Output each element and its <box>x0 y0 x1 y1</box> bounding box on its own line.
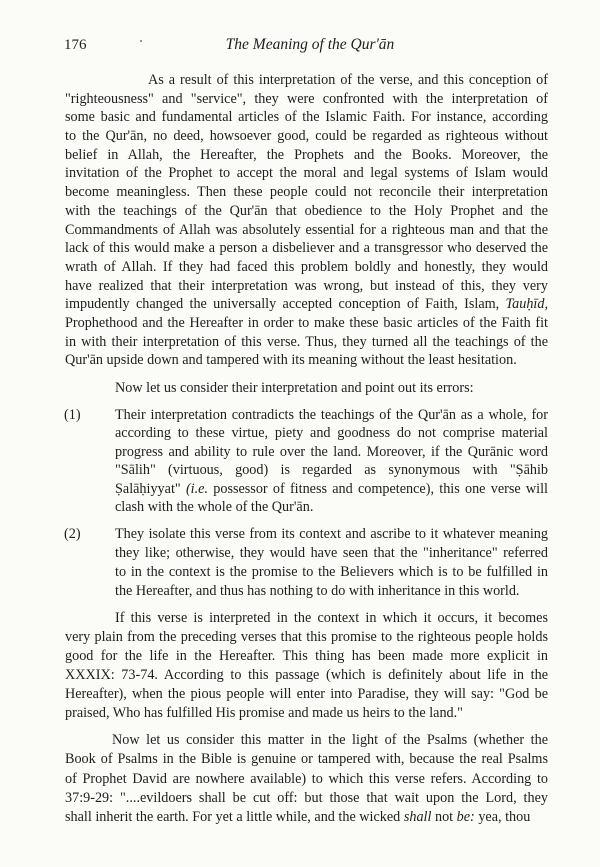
text-line <box>65 90 548 109</box>
paragraph-psalms <box>65 731 548 827</box>
text-line <box>65 127 548 146</box>
text-line <box>115 461 548 479</box>
text-line <box>65 789 548 808</box>
text-segment: "Sālih" (virtuous, good) is regarded as synonymous with "Ṣāhib <box>115 462 548 479</box>
list-number-1: (1) <box>64 407 81 423</box>
text-segment: according to these virtue, piety and goodness do not comprise material <box>115 425 548 442</box>
text-line <box>65 202 548 221</box>
text-segment: good for the life in the Hereafter. This thing has been made more explicit in <box>65 648 548 664</box>
text-line <box>65 146 548 165</box>
text-segment: Hereafter), when the pious people will enter into Paradise, they will say: "God be <box>65 686 548 702</box>
text-line <box>65 295 548 314</box>
paragraph-errors-intro <box>115 379 548 398</box>
text-line <box>115 498 548 516</box>
text-line <box>65 750 548 769</box>
text-segment: impudently changed the universally accepted conception of Faith, Islam, <box>65 296 506 313</box>
text-segment: XXXIX: 73-74. According to this passage (which is definitely about life in the <box>65 667 548 683</box>
text-segment: belief in Allah, the Hereafter, the Prophets and the Books. Moreover, the <box>65 146 548 163</box>
text-segment: Ṣalāḥiyyat" <box>115 480 186 497</box>
text-line <box>65 333 548 352</box>
italic-text: shall <box>403 809 432 826</box>
text-line <box>65 258 548 277</box>
text-segment: wrath of Allah. If they had faced this problem boldly and honestly, they would <box>65 258 548 275</box>
text-segment: in with their interpretation of this verse. Thus, they turned all the teachings of the <box>65 333 548 350</box>
text-segment: As a result of this interpretation of the verse, and this conception of <box>148 72 548 88</box>
text-line <box>65 666 548 685</box>
text-line <box>115 406 548 424</box>
text-segment: with the teachings of the Qur'ān that obedience to the Holy Prophet and the <box>65 202 548 219</box>
text-line <box>65 239 548 258</box>
text-segment: to in the context is the promise to the Believers which is to be fulfilled in <box>115 564 548 580</box>
paragraph-context <box>65 609 548 723</box>
text-line <box>115 443 548 461</box>
text-segment: Qur'ān upside down and tampered with its meaning without the least hesitation. <box>65 352 517 369</box>
text-line <box>65 628 548 647</box>
text-line <box>65 770 548 789</box>
scan-speck <box>140 40 142 42</box>
text-segment: praised, Who has fulfilled His promise and made us heirs to the land." <box>65 705 463 721</box>
text-line <box>65 183 548 202</box>
text-line <box>65 704 548 723</box>
text-segment: yea, thou <box>474 809 531 826</box>
text-line <box>115 379 548 398</box>
text-segment: "righteousness" and "service", they were confronted with the interpretation of <box>65 90 548 107</box>
text-line <box>65 71 548 90</box>
text-line <box>115 582 548 601</box>
text-segment: clash with the whole of the Qur'ān. <box>115 498 314 515</box>
text-segment: lack of this would make a person a disbeliever and a transgressor who deserved the <box>65 240 548 257</box>
text-segment: 37:9-29: "....evildoers shall be cut off: but those that wait upon the Lord, they <box>65 789 548 806</box>
text-line <box>115 525 548 544</box>
text-segment: not <box>431 809 457 826</box>
text-segment: Their interpretation contradicts the teachings of the Qur'ān as a whole, for <box>115 407 548 423</box>
text-segment: They isolate this verse from its context and ascribe to it whatever meaning <box>115 526 548 542</box>
text-line <box>65 685 548 704</box>
running-head: The Meaning of the Qur'ān <box>225 36 395 53</box>
text-segment: progress and ability to rule over the land. Moreover, if the Qurānic word <box>115 443 548 460</box>
text-line <box>65 277 548 296</box>
text-segment: Now let us consider their interpretation and point out its errors: <box>115 380 474 396</box>
text-line <box>65 351 548 370</box>
text-segment: of Prophet David are nowhere available) to which this verse refers. According to <box>65 770 548 787</box>
text-segment: Now let us consider this matter in the light of the Psalms (whether the <box>112 732 548 748</box>
italic-text: be: <box>456 809 475 826</box>
list-item-2 <box>115 525 548 601</box>
text-line <box>65 647 548 666</box>
text-segment: Book of Psalms in the Bible is genuine or tampered with, because the real Psalms <box>65 751 548 768</box>
text-line <box>65 609 548 628</box>
text-line <box>65 314 548 333</box>
text-segment: the Hereafter, and thus has nothing to do with inheritance in this world. <box>115 583 520 599</box>
text-line <box>65 731 548 750</box>
text-segment: to the Qur'ān, no deed, howsoever good, could be regarded as righteous without <box>65 128 548 145</box>
text-line <box>115 563 548 582</box>
text-segment: If this verse is interpreted in the context in which it occurs, it becomes <box>115 610 548 626</box>
text-segment: some basic and fundamental articles of the Islamic Faith. For instance, according <box>65 109 548 126</box>
text-line <box>65 808 548 827</box>
page-number: 176 <box>64 37 87 53</box>
paragraph-intro <box>65 71 548 370</box>
text-segment: have realized that their interpretation was wrong, but instead of this, they very <box>65 277 548 294</box>
text-segment: Commandments of Allah was absolutely essential for a righteous man and that the <box>65 221 548 238</box>
text-segment: become meaningless. Then these people could not reconcile their interpretation <box>65 184 548 201</box>
text-line <box>115 424 548 442</box>
text-segment: shall inherit the earth. For yet a little while, and the wicked <box>65 809 404 826</box>
list-number-2: (2) <box>64 526 81 542</box>
text-segment: Prophethood and the Hereafter in order to make these basic articles of the Faith fit <box>65 314 548 331</box>
text-segment: possessor of fitness and competence), this one verse will <box>208 480 548 497</box>
text-line <box>65 164 548 183</box>
text-segment: invitation of the Prophet to accept the moral and legal systems of Islam would <box>65 165 548 182</box>
italic-text: (i.e. <box>185 480 208 497</box>
text-line <box>65 108 548 127</box>
text-line <box>115 544 548 563</box>
text-segment: very plain from the preceding verses that this promise to the righteous people holds <box>65 629 548 645</box>
list-item-1 <box>115 406 548 516</box>
italic-text: Tauḥīd, <box>505 296 548 313</box>
text-segment: they like; otherwise, they would have seen that the "inheritance" referred <box>115 545 548 561</box>
text-line <box>115 480 548 498</box>
text-line <box>65 221 548 240</box>
